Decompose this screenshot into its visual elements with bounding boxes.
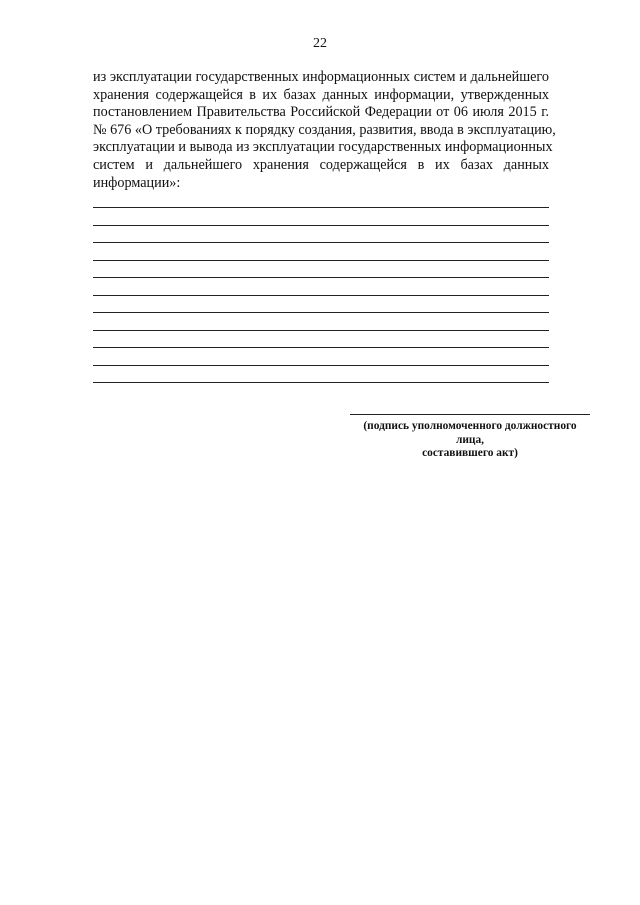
body-line: № 676 «О требованиях к порядку создания, развития, ввода в эксплуатацию, [93, 121, 556, 138]
blank-line [93, 277, 549, 278]
body-line: информации»: [93, 174, 181, 191]
blank-line [93, 242, 549, 243]
signature-line [350, 414, 590, 415]
body-line: систем и дальнейшего хранения содержащейся в их базах данных [93, 156, 549, 173]
blank-line [93, 312, 549, 313]
signature-caption-line: (подпись уполномоченного должностного лица, [363, 420, 577, 446]
blank-line [93, 365, 549, 366]
body-line: из эксплуатации государственных информационных систем и дальнейшего [93, 69, 549, 85]
body-line: хранения содержащейся в их базах данных информации, утвержденных [93, 86, 549, 103]
signature-block [350, 414, 590, 461]
blank-line [93, 330, 549, 331]
blank-line [93, 260, 549, 261]
signature-caption [350, 420, 590, 461]
signature-caption-line: составившего акт) [422, 447, 518, 459]
blank-line [93, 295, 549, 296]
body-line: эксплуатации и вывода из эксплуатации государственных информационных [93, 139, 553, 156]
body-line: постановлением Правительства Российской Федерации от 06 июля 2015 г. [93, 104, 549, 121]
blank-line [93, 207, 549, 208]
blank-line [93, 382, 549, 383]
blank-line [93, 225, 549, 226]
blank-line [93, 347, 549, 348]
page-number: 22 [313, 36, 327, 51]
